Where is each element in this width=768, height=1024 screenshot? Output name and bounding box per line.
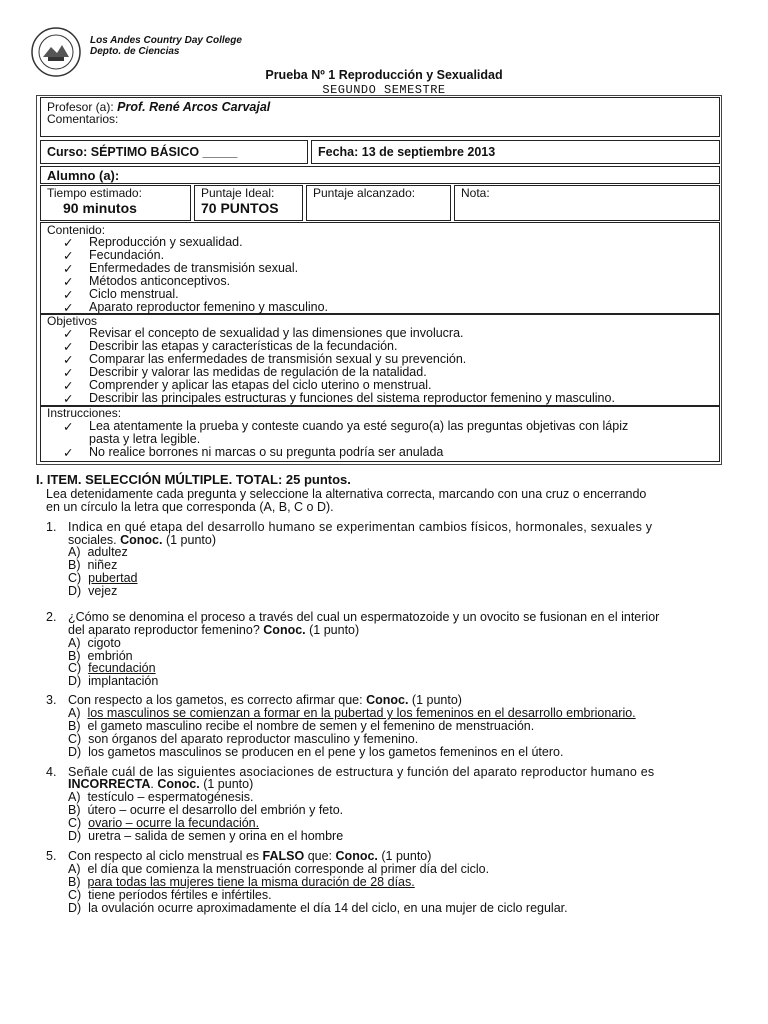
list-item: Comprender y aplicar las etapas del ciclo uterino o menstrual. bbox=[89, 378, 432, 392]
question-tag: Conoc. bbox=[157, 777, 200, 791]
date-field: Fecha: 13 de septiembre 2013 bbox=[318, 145, 496, 159]
ideal-score-box bbox=[194, 185, 303, 221]
option-a[interactable] bbox=[68, 790, 254, 804]
section-title: I. ITEM. SELECCIÓN MÚLTIPLE. TOTAL: 25 puntos. bbox=[36, 472, 351, 487]
option-text: niñez bbox=[87, 558, 118, 572]
option-letter: A) bbox=[68, 790, 81, 804]
question-text-line: . bbox=[150, 777, 154, 791]
option-letter: C) bbox=[68, 732, 82, 746]
option-letter: B) bbox=[68, 649, 81, 663]
option-d[interactable] bbox=[68, 745, 563, 759]
question-tag: Conoc. bbox=[335, 849, 378, 863]
question-points: (1 punto) bbox=[309, 623, 360, 637]
list-item: Reproducción y sexualidad. bbox=[89, 235, 243, 249]
question-number: 4. bbox=[46, 765, 57, 779]
question-points: (1 punto) bbox=[411, 693, 462, 707]
option-text: el día que comienza la menstruación corresponde al primer día del ciclo. bbox=[87, 862, 490, 876]
option-text: uretra – salida de semen y orina en el hombre bbox=[88, 829, 344, 843]
option-letter: B) bbox=[68, 875, 81, 889]
check-icon: ✓ bbox=[63, 340, 74, 354]
achieved-label: Puntaje alcanzado: bbox=[313, 186, 416, 200]
option-text: útero – ocurre el desarrollo del embrión y feto. bbox=[87, 803, 344, 817]
option-letter: D) bbox=[68, 584, 82, 598]
time-label: Tiempo estimado: bbox=[47, 186, 142, 200]
objetivos-label: Objetivos bbox=[47, 314, 98, 328]
question-text: Indica en qué etapa del desarrollo humano se experimentan cambios físicos, hormonales, sexuales y bbox=[68, 520, 653, 534]
check-icon: ✓ bbox=[63, 379, 74, 393]
section-intro: Lea detenidamente cada pregunta y seleccione la alternativa correcta, marcando con una cruz o encerrando bbox=[46, 487, 647, 501]
option-text: los masculinos se comienzan a formar en la pubertad y los femeninos en el desarrollo embrionario. bbox=[87, 706, 636, 720]
list-item: Revisar el concepto de sexualidad y las dimensiones que involucra. bbox=[89, 326, 464, 340]
question-tag: Conoc. bbox=[366, 693, 409, 707]
option-letter: A) bbox=[68, 545, 81, 559]
option-letter: B) bbox=[68, 719, 81, 733]
department: Depto. de Ciencias bbox=[90, 46, 180, 57]
contenido-label: Contenido: bbox=[47, 223, 106, 237]
option-b[interactable] bbox=[68, 558, 117, 572]
time-box bbox=[40, 185, 191, 221]
check-icon: ✓ bbox=[63, 236, 74, 250]
check-icon: ✓ bbox=[63, 262, 74, 276]
contenido-box bbox=[40, 222, 720, 314]
question-points: (1 punto) bbox=[165, 533, 216, 547]
objetivos-box bbox=[40, 314, 720, 406]
check-icon: ✓ bbox=[63, 353, 74, 367]
check-icon: ✓ bbox=[63, 327, 74, 341]
option-text: adultez bbox=[87, 545, 128, 559]
option-text: los gametos masculinos se producen en el pene y los gametos femeninos en el útero. bbox=[88, 745, 564, 759]
option-text: cigoto bbox=[87, 636, 121, 650]
list-item: Fecundación. bbox=[89, 248, 165, 262]
school-name: Los Andes Country Day College bbox=[90, 35, 242, 46]
list-item: Enfermedades de transmisión sexual. bbox=[89, 261, 299, 275]
student-label: Alumno (a): bbox=[47, 168, 120, 183]
question-emphasis: FALSO bbox=[262, 849, 305, 863]
option-letter: C) bbox=[68, 571, 82, 585]
check-icon: ✓ bbox=[63, 420, 74, 434]
option-letter: C) bbox=[68, 661, 82, 675]
question-points: (1 punto) bbox=[381, 849, 432, 863]
grade-label: Nota: bbox=[461, 186, 490, 200]
course-box bbox=[40, 140, 308, 164]
option-text: el gameto masculino recibe el nombre de semen y el femenino de menstruación. bbox=[87, 719, 535, 733]
ideal-value: 70 PUNTOS bbox=[201, 200, 279, 216]
time-value: 90 minutos bbox=[63, 200, 137, 216]
student-box bbox=[40, 166, 720, 184]
question-text-line bbox=[68, 693, 462, 707]
option-text: la ovulación ocurre aproximadamente el día 14 del ciclo, en una mujer de ciclo regular. bbox=[88, 901, 568, 915]
test-title: Prueba Nº 1 Reproducción y Sexualidad bbox=[265, 68, 503, 82]
semester: SEGUNDO SEMESTRE bbox=[322, 83, 446, 97]
list-item: Ciclo menstrual. bbox=[89, 287, 179, 301]
check-icon: ✓ bbox=[63, 275, 74, 289]
question-text-line: del aparato reproductor femenino? bbox=[68, 623, 260, 637]
question-text: Con respecto a los gametos, es correcto afirmar que: bbox=[68, 693, 363, 707]
comments-label: Comentarios: bbox=[47, 112, 119, 126]
instruction-item-cont: pasta y letra legible. bbox=[89, 432, 201, 446]
check-icon: ✓ bbox=[63, 301, 74, 315]
question-emphasis: INCORRECTA bbox=[68, 777, 151, 791]
option-c[interactable] bbox=[68, 661, 156, 675]
question-text-cont bbox=[68, 777, 253, 791]
question-text-line: sociales. bbox=[68, 533, 117, 547]
list-item: Aparato reproductor femenino y masculino. bbox=[89, 300, 329, 314]
option-letter: A) bbox=[68, 706, 81, 720]
check-icon: ✓ bbox=[63, 392, 74, 406]
list-item: Describir y valorar las medidas de regulación de la natalidad. bbox=[89, 365, 427, 379]
option-letter: D) bbox=[68, 829, 82, 843]
teacher-box bbox=[40, 97, 720, 137]
option-letter: D) bbox=[68, 674, 82, 688]
check-icon: ✓ bbox=[63, 249, 74, 263]
option-a[interactable] bbox=[68, 706, 636, 720]
check-icon: ✓ bbox=[63, 446, 74, 460]
question-number: 1. bbox=[46, 520, 57, 534]
option-text: testículo – espermatogénesis. bbox=[87, 790, 254, 804]
option-text: embrión bbox=[87, 649, 133, 663]
question-text-cont bbox=[68, 623, 359, 637]
question-text-post: que: bbox=[307, 849, 333, 863]
option-b[interactable] bbox=[68, 875, 415, 889]
option-d[interactable] bbox=[68, 584, 117, 598]
option-text: ovario – ocurre la fecundación. bbox=[88, 816, 260, 830]
list-item: Describir las principales estructuras y funciones del sistema reproductor femenino y masculino. bbox=[89, 391, 615, 405]
option-letter: A) bbox=[68, 862, 81, 876]
teacher-label: Profesor (a): bbox=[47, 100, 114, 114]
option-text: para todas las mujeres tiene la misma duración de 28 días. bbox=[87, 875, 415, 889]
option-text: vejez bbox=[88, 584, 118, 598]
school-info bbox=[90, 35, 242, 57]
option-letter: D) bbox=[68, 745, 82, 759]
option-d[interactable] bbox=[68, 829, 343, 843]
option-a[interactable] bbox=[68, 636, 121, 650]
option-c[interactable] bbox=[68, 732, 418, 746]
question-points: (1 punto) bbox=[203, 777, 254, 791]
question-text-line bbox=[68, 849, 431, 863]
option-text: implantación bbox=[88, 674, 159, 688]
option-b[interactable] bbox=[68, 719, 534, 733]
option-c[interactable] bbox=[68, 888, 272, 902]
option-text: pubertad bbox=[88, 571, 138, 585]
option-letter: B) bbox=[68, 558, 81, 572]
check-icon: ✓ bbox=[63, 288, 74, 302]
option-letter: C) bbox=[68, 816, 82, 830]
ideal-label: Puntaje Ideal: bbox=[201, 186, 275, 200]
instruction-item: Lea atentamente la prueba y conteste cuando ya esté seguro(a) las preguntas objetivas con lápiz bbox=[89, 419, 629, 433]
achieved-score-box[interactable] bbox=[306, 185, 451, 221]
question-number: 3. bbox=[46, 693, 57, 707]
option-c[interactable] bbox=[68, 571, 138, 585]
question-number: 2. bbox=[46, 610, 57, 624]
instrucciones-box bbox=[40, 406, 720, 462]
option-d[interactable] bbox=[68, 901, 568, 915]
teacher-name: Prof. René Arcos Carvajal bbox=[117, 100, 271, 114]
question-text: Con respecto al ciclo menstrual es bbox=[68, 849, 260, 863]
grade-box[interactable] bbox=[454, 185, 720, 221]
option-text: tiene períodos fértiles e infértiles. bbox=[88, 888, 272, 902]
course-field: Curso: SÉPTIMO BÁSICO _____ bbox=[47, 145, 238, 159]
option-letter: D) bbox=[68, 901, 82, 915]
instruction-item: No realice borrones ni marcas o su pregunta podría ser anulada bbox=[89, 445, 444, 459]
question-tag: Conoc. bbox=[263, 623, 306, 637]
option-letter: C) bbox=[68, 888, 82, 902]
question-number: 5. bbox=[46, 849, 57, 863]
option-a[interactable] bbox=[68, 545, 128, 559]
section-intro-cont: en un círculo la letra que corresponda (A, B, C o D). bbox=[46, 500, 334, 514]
option-text: fecundación bbox=[88, 661, 156, 675]
check-icon: ✓ bbox=[63, 366, 74, 380]
instrucciones-label: Instrucciones: bbox=[47, 406, 122, 420]
question-tag: Conoc. bbox=[120, 533, 163, 547]
date-box bbox=[311, 140, 720, 164]
option-text: son órganos del aparato reproductor masculino y femenino. bbox=[88, 732, 419, 746]
question-text: Señale cuál de las siguientes asociaciones de estructura y función del aparato reproductor humano es bbox=[68, 765, 655, 779]
list-item: Métodos anticonceptivos. bbox=[89, 274, 231, 288]
option-c[interactable] bbox=[68, 816, 259, 830]
option-d[interactable] bbox=[68, 674, 158, 688]
list-item: Comparar las enfermedades de transmisión sexual y su prevención. bbox=[89, 352, 467, 366]
option-letter: B) bbox=[68, 803, 81, 817]
option-a[interactable] bbox=[68, 862, 489, 876]
option-b[interactable] bbox=[68, 803, 343, 817]
question-text: ¿Cómo se denomina el proceso a través del cual un espermatozoide y un ovocito se fusionan en el interior bbox=[68, 610, 660, 624]
option-letter: A) bbox=[68, 636, 81, 650]
list-item: Describir las etapas y características de la fecundación. bbox=[89, 339, 398, 353]
